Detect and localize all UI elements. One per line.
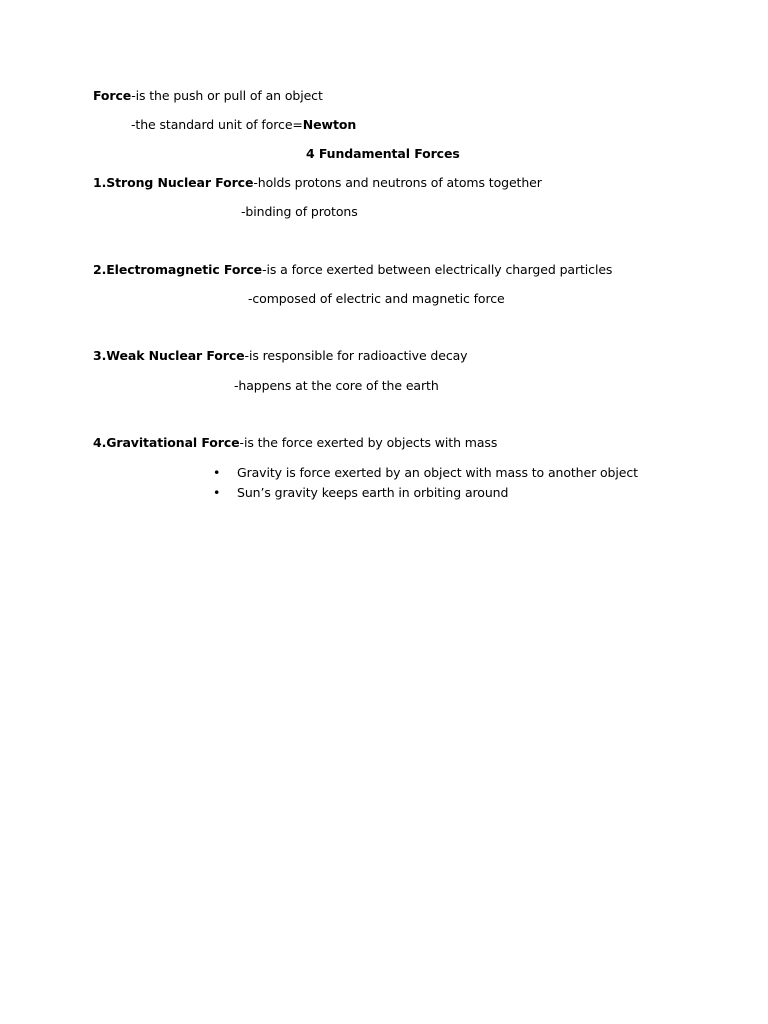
force-description: -is a force exerted between electrically charged particles [262,262,613,277]
force-note: -happens at the core of the earth [234,378,439,393]
force-description: -holds protons and neutrons of atoms together [253,175,542,190]
force-description: -is the force exerted by objects with mass [239,435,498,450]
force-description: -is responsible for radioactive decay [244,348,468,363]
force-note: -binding of protons [241,204,358,219]
force-note: -composed of electric and magnetic force [248,291,505,306]
force-item-gravitational [93,435,497,451]
force-name: 1.Strong Nuclear Force [93,175,254,190]
force-unit-line [131,117,356,133]
force-term: Force [93,88,132,103]
force-unit-prefix: -the standard unit of force= [131,117,303,132]
bullet-item: Sun’s gravity keeps earth in orbiting around [237,485,509,500]
section-heading: 4 Fundamental Forces [306,146,460,161]
force-definition [93,88,323,104]
bullet-icon: • [213,465,221,480]
force-unit-value: Newton [302,117,357,132]
force-name: 3.Weak Nuclear Force [93,348,245,363]
force-item-strong [93,175,542,191]
bullet-icon: • [213,485,221,500]
force-item-weak [93,348,467,364]
force-name: 4.Gravitational Force [93,435,240,450]
bullet-item: Gravity is force exerted by an object with mass to another object [237,465,638,480]
force-definition-text: -is the push or pull of an object [131,88,323,103]
force-name: 2.Electromagnetic Force [93,262,263,277]
force-item-electromagnetic [93,262,612,278]
